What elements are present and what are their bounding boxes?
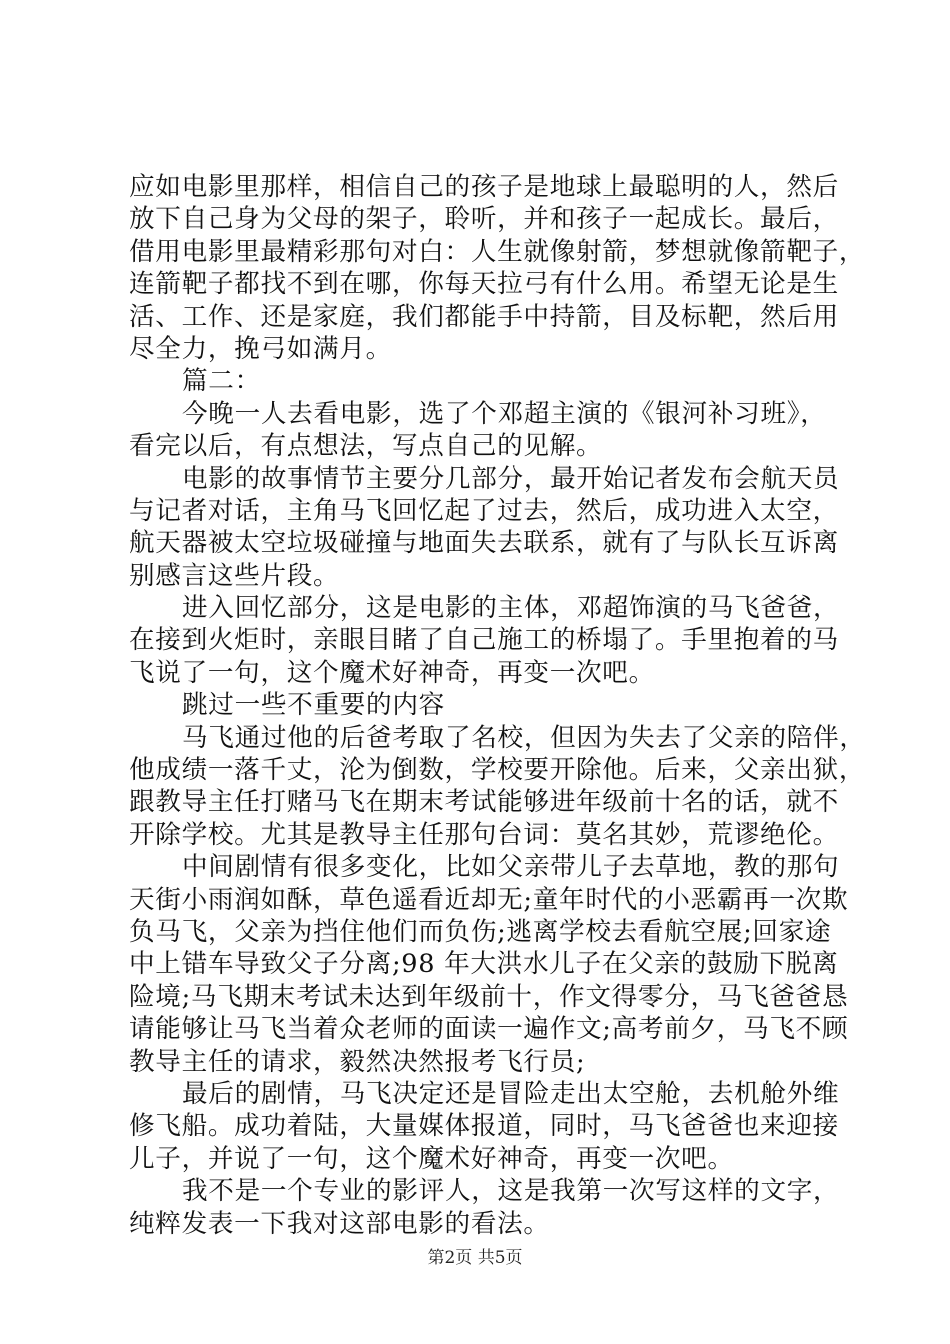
text-line: 电影的故事情节主要分几部分，最开始记者发布会航天员 (182, 463, 840, 494)
text-line: 飞说了一句，这个魔术好神奇，再变一次吧。 (129, 657, 655, 688)
text-line: 航天器被太空垃圾碰撞与地面失去联系，就有了与队长互诉离 (129, 528, 839, 559)
text-line: 请能够让马飞当着众老师的面读一遍作文;高考前夕，马飞不顾 (129, 1014, 849, 1045)
text-line: 跟教导主任打赌马飞在期末考试能够进年级前十名的话，就不 (129, 787, 839, 818)
text-line: 纯粹发表一下我对这部电影的看法。 (129, 1208, 550, 1239)
text-line: 教导主任的请求，毅然决然报考飞行员; (129, 1046, 586, 1077)
text-line: 别感言这些片段。 (129, 560, 340, 591)
text-line: 险境;马飞期末考试未达到年级前十，作文得零分，马飞爸爸恳 (129, 981, 849, 1012)
text-line: 天街小雨润如酥，草色遥看近却无;童年时代的小恶霸再一次欺 (129, 884, 849, 915)
document-body (129, 171, 866, 1240)
text-line: 看完以后，有点想法，写点自己的见解。 (129, 431, 603, 462)
text-line: 最后的剧情，马飞决定还是冒险走出太空舱，去机舱外维 (182, 1078, 840, 1109)
page-number-footer: 第2页 共5页 (427, 1248, 523, 1268)
text-line: 应如电影里那样，相信自己的孩子是地球上最聪明的人，然后 (129, 172, 839, 202)
text-line: 我不是一个专业的影评人，这是我第一次写这样的文字， (182, 1176, 840, 1207)
text-line: 中上错车导致父子分离;98 年大洪水儿子在父亲的鼓励下脱离 (129, 949, 839, 980)
text-line: 今晚一人去看电影，选了个邓超主演的《银河补习班》， (182, 398, 827, 429)
text-line: 开除学校。尤其是教导主任那句台词：莫名其妙，荒谬绝伦。 (129, 819, 839, 850)
text-line: 与记者对话，主角马飞回忆起了过去，然后，成功进入太空， (129, 495, 839, 526)
text-line: 跳过一些不重要的内容 (182, 690, 445, 721)
text-line: 借用电影里最精彩那句对白：人生就像射箭，梦想就像箭靶子， (129, 236, 866, 267)
text-line: 活、工作、还是家庭，我们都能手中持箭，目及标靶，然后用 (129, 301, 839, 332)
text-line: 儿子，并说了一句，这个魔术好神奇，再变一次吧。 (129, 1143, 734, 1174)
text-line: 尽全力，挽弓如满月。 (129, 333, 392, 364)
text-line: 篇二： (182, 366, 261, 397)
text-line: 中间剧情有很多变化，比如父亲带儿子去草地，教的那句 (182, 852, 840, 883)
text-line: 进入回忆部分，这是电影的主体，邓超饰演的马飞爸爸， (182, 593, 840, 624)
text-line: 负马飞，父亲为挡住他们而负伤;逃离学校去看航空展;回家途 (129, 916, 832, 947)
text-line: 放下自己身为父母的架子，聆听，并和孩子一起成长。最后， (129, 204, 839, 235)
text-line: 他成绩一落千丈，沦为倒数，学校要开除他。后来，父亲出狱， (129, 755, 866, 786)
text-line: 在接到火炬时，亲眼目睹了自己施工的桥塌了。手里抱着的马 (129, 625, 839, 656)
text-line: 连箭靶子都找不到在哪，你每天拉弓有什么用。希望无论是生 (129, 269, 839, 300)
text-line: 修飞船。成功着陆，大量媒体报道，同时，马飞爸爸也来迎接 (129, 1111, 839, 1142)
text-line: 马飞通过他的后爸考取了名校，但因为失去了父亲的陪伴， (182, 722, 866, 753)
